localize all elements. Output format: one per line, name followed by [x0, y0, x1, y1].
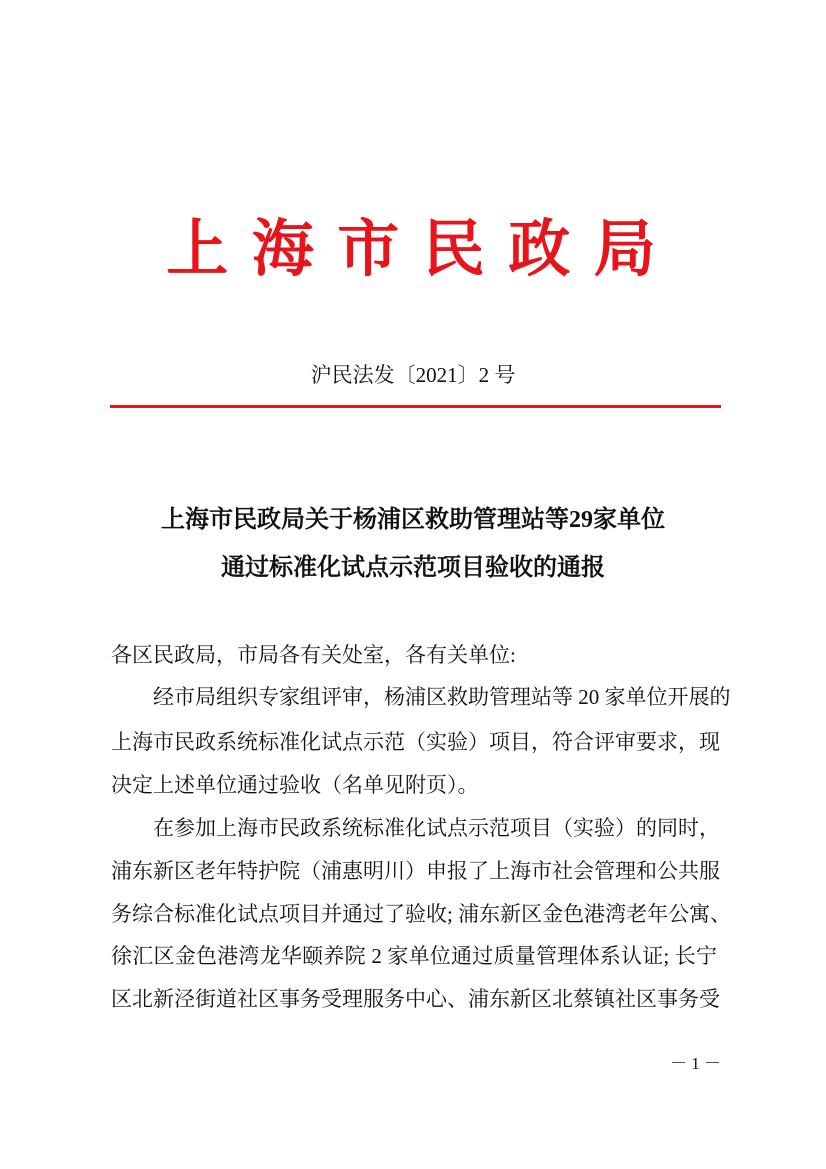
body-line: 浦东新区老年特护院（浦惠明川）申报了上海市社会管理和公共服 — [111, 859, 720, 883]
document-number: 沪民法发〔2021〕2 号 — [310, 363, 516, 387]
document-title-line-2: 通过标准化试点示范项目验收的通报 — [221, 555, 605, 581]
salutation: 各区民政局，市局各有关处室，各有关单位: — [111, 643, 516, 667]
body-line: 徐汇区金色港湾龙华颐养院 2 家单位通过质量管理体系认证; 长宁 — [111, 944, 717, 968]
body-line: 决定上述单位通过验收（名单见附页）。 — [111, 773, 479, 797]
body-line: 区北新泾街道社区事务受理服务中心、浦东新区北蔡镇社区事务受 — [111, 987, 720, 1011]
page-number: － 1 － — [670, 1054, 721, 1073]
body-line: 务综合标准化试点项目并通过了验收; 浦东新区金色港湾老年公寓、 — [111, 902, 732, 926]
red-divider-line — [110, 405, 721, 408]
issuing-organization-header: 上 海 市 民 政 局 — [166, 216, 660, 284]
body-line: 经市局组织专家组评审，杨浦区救助管理站等 20 家单位开展的 — [153, 685, 731, 709]
body-line: 在参加上海市民政系统标准化试点示范项目（实验）的同时， — [153, 816, 720, 840]
document-title-line-1: 上海市民政局关于杨浦区救助管理站等29家单位 — [161, 507, 665, 533]
body-line: 上海市民政系统标准化试点示范（实验）项目，符合评审要求，现 — [111, 730, 720, 754]
